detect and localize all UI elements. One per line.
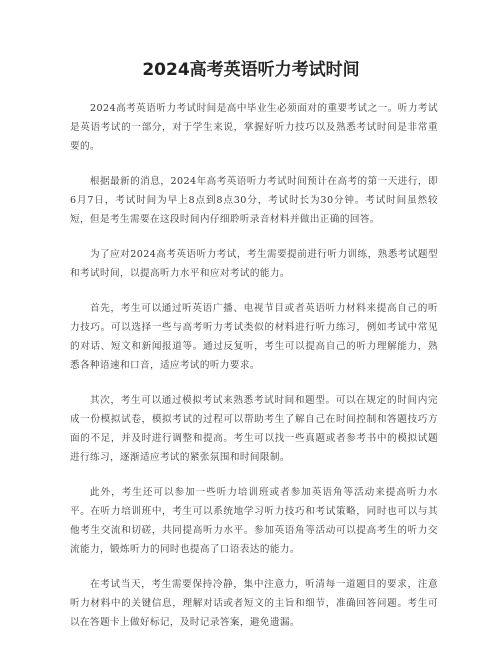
document-body: [70, 99, 438, 648]
paragraph-1: 2024高考英语听力考试时间是高中毕业生必须面对的重要考试之一。听力考试是英语考试的一部分，对于学生来说，掌握好听力技巧以及熟悉考试时间是非常重要的。: [70, 103, 438, 152]
paragraph-4: 首先，考生可以通过听英语广播、电视节目或者英语听力材料来提高自己的听力技巧。可以选择一些与高考听力考试类似的材料进行听力练习，例如考试中常见的对话、短文和新闻报道等。通过反复听，考生可以提高自己的听力理解能力，熟悉各种语速和口音，适应考试的听力要求。: [70, 303, 438, 371]
document-title: 2024高考英语听力考试时间: [142, 60, 360, 80]
paragraph-6: 此外，考生还可以参加一些听力培训班或者参加英语角等活动来提高听力水平。在听力培训班中，考生可以系统地学习听力技巧和考试策略，同时也可以与其他考生交流和切磋，共同提高听力水平。参加英语角等活动可以提高考生的听力交流能力，锻炼听力的同时也提高了口语表达的能力。: [70, 487, 438, 555]
paragraph-5: 其次，考生可以通过模拟考试来熟悉考试时间和题型。可以在规定的时间内完成一份模拟试卷，模拟考试的过程可以帮助考生了解自己在时间控制和答题技巧方面的不足，并及时进行调整和提高。考生可以找一些真题或者参考书中的模拟试题进行练习，逐渐适应考试的紧张氛围和时间限制。: [70, 395, 438, 463]
paragraph-2: 根据最新的消息，2024年高考英语听力考试时间预计在高考的第一天进行，即6月7日，考试时间为早上8点到8点30分，考试时长为30分钟。考试时间虽然较短，但是考生需要在这段时间内仔细聆听录音材料并做出正确的回答。: [70, 176, 438, 225]
paragraph-7: 在考试当天，考生需要保持冷静，集中注意力，听清每一道题目的要求，注意听力材料中的关键信息，理解对话或者短文的主旨和细节，准确回答问题。考生可以在答题卡上做好标记，及时记录答案，避免遗漏。: [70, 579, 438, 628]
paragraph-3: 为了应对2024高考英语听力考试，考生需要提前进行听力训练，熟悉考试题型和考试时间，以提高听力水平和应对考试的能力。: [70, 249, 438, 279]
